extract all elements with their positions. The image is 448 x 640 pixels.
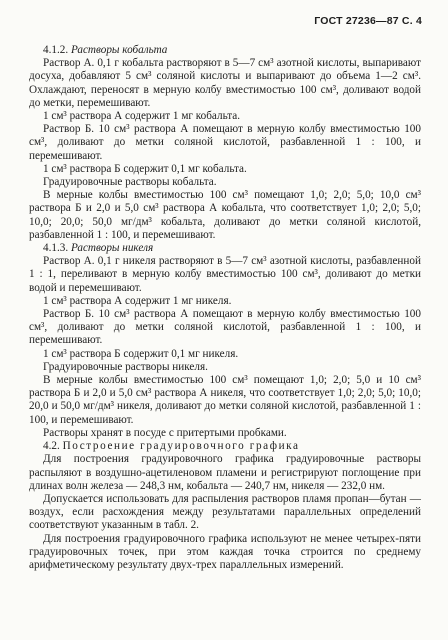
paragraph: Для построения градуировочного графика градуировочные растворы распыляют в воздушно-ацетиленовом пламени и регистрируют поглощение при длинах волн железа — 248,3 нм, кобальта — 240,7 нм, никеля — 232,0 нм.: [29, 453, 421, 492]
paragraph: В мерные колбы вместимостью 100 см³ помещают 1,0; 2,0; 5,0; 10,0 см³ раствора Б и 2,0 и 5,0 см³ раствора А кобальта, что соответствует 1,0; 2,0; 5,0; 10,0; 20,0; 50,0 мг/дм³ кобальта, доливают до метки соляной кислотой, разбавленной 1 : 100, и перемешивают.: [29, 189, 421, 241]
section-title: Растворы кобальта: [70, 44, 168, 56]
paragraph: Градуировочные растворы кобальта.: [43, 176, 217, 189]
paragraph: Растворы хранят в посуде с притертыми пробками.: [43, 426, 287, 439]
section-title: Растворы никеля: [70, 242, 154, 255]
paragraph: 1 см³ раствора А содержит 1 мг никеля.: [43, 294, 232, 307]
paragraph: Допускается использовать для распыления растворов пламя пропан—бутан — воздух, если расхождения между результатами параллельных определений соответствуют указанным в табл. 2.: [29, 492, 421, 532]
page-header: ГОСТ 27236—87 С. 4: [314, 15, 422, 27]
section-number: 4.1.3.: [43, 242, 69, 255]
section-title: Построение градуировочного графика: [62, 440, 300, 453]
paragraph: Раствор Б. 10 см³ раствора А помещают в мерную колбу вместимостью 100 см³, доливают до метки соляной кислотой, разбавленной 1 : 100, и перемешивают.: [29, 123, 421, 162]
paragraph: Градуировочные растворы никеля.: [43, 360, 208, 373]
paragraph: Раствор А. 0,1 г никеля растворяют в 5—7 см³ азотной кислоты, разбавленной 1 : 1, переливают в мерную колбу вместимостью 100 см³, доливают до метки водой и перемешивают.: [29, 255, 421, 294]
section-heading-4-1-3: [29, 242, 421, 255]
paragraph: Для построения градуировочного графика используют не менее четырех-пяти градуировочных точек, при этом каждая точка строится по среднему арифметическому результату двух-трех параллельных измерений.: [29, 532, 421, 571]
section-heading-4-1-2: [29, 44, 421, 57]
paragraph: В мерные колбы вместимостью 100 см³ помещают 1,0; 2,0; 5,0 и 10 см³ раствора Б и 2,0 и 5,0 см³ раствора А никеля, что соответствует 1,0; 2,0; 5,0; 10,0; 20,0 и 50,0 мг/дм³ никеля, доливают до метки соляной кислотой, разбавленной 1 : 100, и перемешивают.: [29, 374, 421, 426]
section-number: 4.2.: [43, 440, 60, 453]
paragraph: Раствор А. 0,1 г кобальта растворяют в 5—7 см³ азотной кислоты, выпаривают досуха, добавляют 5 см³ соляной кислоты и выпаривают до объема 1—2 см³. Охлаждают, переносят в мерную колбу вместимостью 100 см³, доливают водой до метки, перемешивают.: [29, 57, 421, 109]
section-heading-4-2: [29, 440, 421, 453]
paragraph: 1 см³ раствора Б содержит 0,1 мг кобальта.: [43, 162, 247, 175]
section-number: 4.1.2.: [43, 44, 69, 56]
document-body: [29, 44, 421, 572]
paragraph: 1 см³ раствора Б содержит 0,1 мг никеля.: [43, 347, 239, 360]
paragraph: Раствор Б. 10 см³ раствора А помещают в мерную колбу вместимостью 100 см³, доливают до метки соляной кислотой, разбавленной 1 : 100, и перемешивают.: [29, 308, 421, 347]
paragraph: 1 см³ раствора А содержит 1 мг кобальта.: [43, 110, 241, 123]
